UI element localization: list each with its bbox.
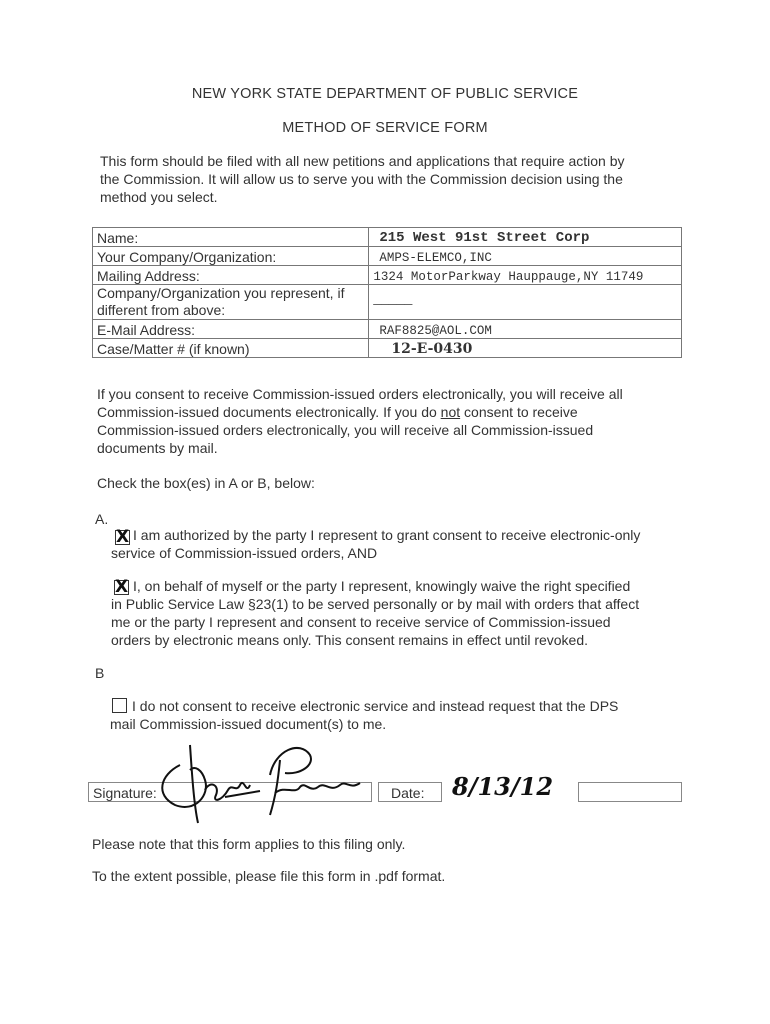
- section-b-label: B: [95, 665, 105, 681]
- section-a-label: A.: [95, 511, 109, 527]
- waive-right-text: [111, 577, 686, 649]
- authorized-consent-line2: service of Commission-issued orders, AND: [111, 545, 378, 561]
- represented-company-label-line1: Company/Organization you represent, if: [97, 285, 345, 301]
- pdf-format-note: To the extent possible, please file this form in .pdf format.: [92, 868, 446, 884]
- waive-right-line: I, on behalf of myself or the party I represent, knowingly waive the right specified: [133, 578, 631, 594]
- authorized-consent-checkbox[interactable]: [115, 527, 130, 547]
- signature-label: Signature:: [93, 785, 157, 801]
- company-value: AMPS-ELEMCO,INC: [369, 247, 682, 266]
- represented-company-label-line2: different from above:: [97, 302, 226, 318]
- represented-company-blank: _____: [373, 289, 413, 305]
- date-label: Date:: [391, 785, 425, 801]
- intro-line: This form should be filed with all new petitions and applications that require action by: [100, 153, 625, 169]
- table-row: [93, 266, 682, 285]
- filing-note: Please note that this form applies to this filing only.: [92, 836, 406, 852]
- authorized-consent-line1: I am authorized by the party I represent to grant consent to receive electronic-only: [133, 527, 641, 543]
- represented-company-label: [93, 285, 369, 320]
- form-title: METHOD OF SERVICE FORM: [282, 120, 488, 136]
- waive-right-line: orders by electronic means only. This consent remains in effect until revoked.: [111, 632, 589, 648]
- consent-paragraph: [97, 385, 697, 457]
- intro-paragraph: [100, 152, 680, 206]
- consent-line: [97, 403, 697, 421]
- handwritten-signature: [150, 735, 380, 825]
- consent-text: Commission-issued documents electronically. If you do: [97, 404, 441, 420]
- check-mark: X: [115, 577, 129, 597]
- extra-field: [578, 782, 682, 802]
- table-row: [93, 285, 682, 320]
- consent-line: If you consent to receive Commission-issued orders electronically, you will receive all: [97, 386, 623, 402]
- table-row: [93, 339, 682, 358]
- check-instruction: Check the box(es) in A or B, below:: [97, 475, 315, 491]
- intro-line: the Commission. It will allow us to serve you with the Commission decision using the: [100, 171, 623, 187]
- intro-line: method you select.: [100, 189, 218, 205]
- no-consent-line2: mail Commission-issued document(s) to me.: [110, 716, 387, 732]
- consent-line: Commission-issued orders electronically, you will receive all Commission-issued: [97, 422, 594, 438]
- no-consent-line1: I do not consent to receive electronic service and instead request that the DPS: [132, 698, 619, 714]
- email-label: E-Mail Address:: [93, 320, 369, 339]
- table-row: [93, 228, 682, 247]
- name-label: Name:: [93, 228, 369, 247]
- table-row: [93, 247, 682, 266]
- consent-not-emphasis: not: [440, 404, 461, 420]
- check-mark: X: [116, 527, 130, 547]
- department-title: NEW YORK STATE DEPARTMENT OF PUBLIC SERVICE: [191, 86, 579, 102]
- consent-text: consent to receive: [460, 404, 578, 420]
- table-row: [93, 320, 682, 339]
- contact-info-table: [92, 227, 682, 358]
- mailing-address-label: Mailing Address:: [93, 266, 369, 285]
- name-value: 215 West 91st Street Corp: [369, 228, 682, 247]
- no-consent-checkbox[interactable]: [112, 698, 127, 713]
- email-value: RAF8825@AOL.COM: [369, 320, 682, 339]
- represented-company-value: [369, 285, 682, 320]
- consent-line: documents by mail.: [97, 440, 218, 456]
- waive-right-line: in Public Service Law §23(1) to be served personally or by mail with orders that affect: [111, 596, 640, 612]
- date-field[interactable]: [378, 782, 442, 802]
- waive-right-line: me or the party I represent and consent to receive service of Commission-issued: [111, 614, 611, 630]
- case-number-value: 12-E-0430: [369, 339, 682, 358]
- company-label: Your Company/Organization:: [93, 247, 369, 266]
- case-number-label: Case/Matter # (if known): [93, 339, 369, 358]
- mailing-address-value: 1324 MotorParkway Hauppauge,NY 11749: [369, 266, 682, 285]
- date-value: 8/13/12: [452, 772, 554, 801]
